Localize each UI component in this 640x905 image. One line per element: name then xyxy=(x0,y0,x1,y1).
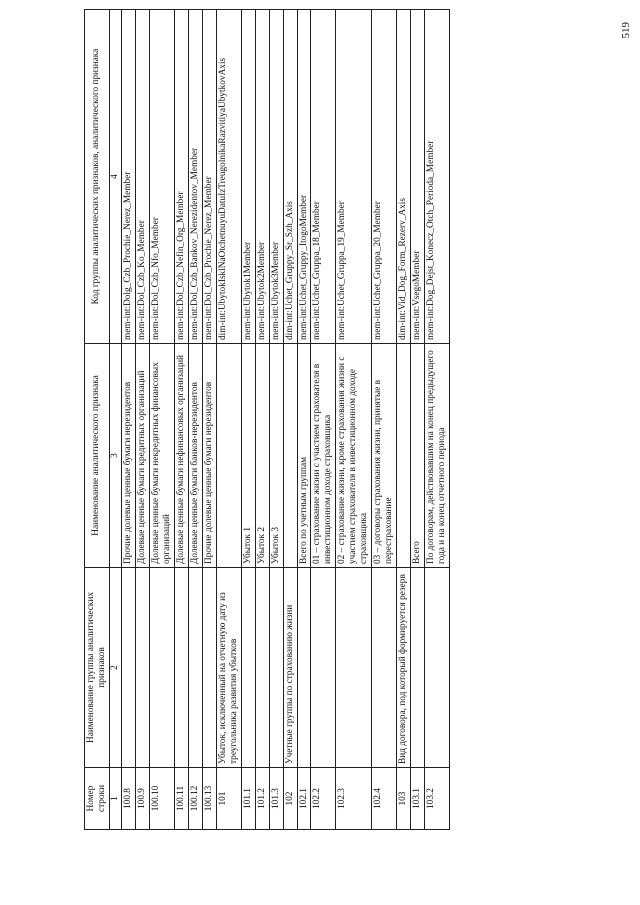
row-number: 102.3 xyxy=(336,768,372,830)
attribute-code: mem-int:Dol_Czb_Nfo_Member xyxy=(149,10,174,344)
table-row xyxy=(202,10,216,830)
table-row xyxy=(372,10,397,830)
attribute-code: mem-int:Uchet_Gruppa_20_Member xyxy=(372,10,397,344)
attribute-name: 02 – страхование жизни, кроме страхования жизни с участием страхователя в инвестиционном доходе страховщика xyxy=(336,344,372,568)
table-row xyxy=(411,10,425,830)
attribute-code: mem-int:Dolg_Czb_Prochie_Nerez_Member xyxy=(121,10,135,344)
row-number: 101 xyxy=(216,768,241,830)
group-name xyxy=(297,568,311,768)
attribute-name: 01 – страхование жизни с участием страхователя в инвестиционном доходе страховщика xyxy=(311,344,336,568)
attribute-name: 03 – договоры страхования жизни, принятые в перестрахование xyxy=(372,344,397,568)
row-number: 101.1 xyxy=(241,768,255,830)
table-row xyxy=(283,10,297,830)
row-number: 102.2 xyxy=(311,768,336,830)
attribute-name: Убыток 3 xyxy=(269,344,283,568)
table-row xyxy=(336,10,372,830)
row-number: 102.4 xyxy=(372,768,397,830)
column-number: 3 xyxy=(109,344,121,568)
table-row xyxy=(397,10,411,830)
table-row xyxy=(269,10,283,830)
attribute-name: Прочие долевые ценные бумаги нерезидентов xyxy=(121,344,135,568)
attribute-code: mem-int:Dog_Dejst_Konecz_Otch_Perioda_Member xyxy=(425,10,450,344)
group-name xyxy=(188,568,202,768)
group-name xyxy=(269,568,283,768)
page-number: 519 xyxy=(620,22,632,39)
table-row xyxy=(425,10,450,830)
attribute-code: dim-int:Uchet_Gruppy_Sr_Szh_Axis xyxy=(283,10,297,344)
group-name xyxy=(121,568,135,768)
header-attribute-name: Наименование аналитического признака xyxy=(85,344,110,568)
row-number: 100.9 xyxy=(135,768,149,830)
table-row xyxy=(216,10,241,830)
column-number: 2 xyxy=(109,568,121,768)
group-name xyxy=(135,568,149,768)
group-name: Вид договора, под который формируется резерв xyxy=(397,568,411,768)
row-number: 100.11 xyxy=(174,768,188,830)
attribute-code: mem-int:Uchet_Gruppa_19_Member xyxy=(336,10,372,344)
attribute-name: Прочие долевые ценные бумаги нерезидентов xyxy=(202,344,216,568)
attribute-code: mem-int:Ubytok2Member xyxy=(255,10,269,344)
attribute-code: mem-int:Uchet_Gruppa_18_Member xyxy=(311,10,336,344)
row-number: 101.2 xyxy=(255,768,269,830)
attribute-code: mem-int:Ubytok3Member xyxy=(269,10,283,344)
table-row xyxy=(255,10,269,830)
group-name xyxy=(202,568,216,768)
attribute-name: Всего по учетным группам xyxy=(297,344,311,568)
attribute-code: mem-int:Dol_Czb_Nefin_Org_Member xyxy=(174,10,188,344)
group-name xyxy=(411,568,425,768)
attribute-name: Всего xyxy=(411,344,425,568)
table-row xyxy=(311,10,336,830)
table-row xyxy=(135,10,149,830)
analytics-table xyxy=(84,9,450,830)
column-number: 1 xyxy=(109,768,121,830)
table-row xyxy=(149,10,174,830)
group-name: Учетные группы по страхованию жизни xyxy=(283,568,297,768)
attribute-code: mem-int:VsegoMember xyxy=(411,10,425,344)
attribute-name: Убыток 1 xyxy=(241,344,255,568)
attribute-code: mem-int:Dol_Czb_Ko_Member xyxy=(135,10,149,344)
column-number-row xyxy=(109,10,121,830)
row-number: 101.3 xyxy=(269,768,283,830)
row-number: 100.10 xyxy=(149,768,174,830)
attribute-name: Убыток 2 xyxy=(255,344,269,568)
row-number: 102.1 xyxy=(297,768,311,830)
attribute-name xyxy=(397,344,411,568)
attribute-name: Долевые ценные бумаги банков-нерезидентов xyxy=(188,344,202,568)
column-number: 4 xyxy=(109,10,121,344)
attribute-name xyxy=(283,344,297,568)
table-row xyxy=(188,10,202,830)
row-number: 102 xyxy=(283,768,297,830)
row-number: 103.1 xyxy=(411,768,425,830)
group-name xyxy=(174,568,188,768)
attribute-name: Долевые ценные бумаги нефинансовых организаций xyxy=(174,344,188,568)
row-number: 100.12 xyxy=(188,768,202,830)
rotated-table-container xyxy=(84,10,589,830)
table-row xyxy=(174,10,188,830)
group-name xyxy=(336,568,372,768)
attribute-code: mem-int:Dol_Czb_Prochie_Nerez_Member xyxy=(202,10,216,344)
table-row xyxy=(241,10,255,830)
group-name xyxy=(311,568,336,768)
attribute-code: mem-int:Uchet_Gruppy_ItogoMember xyxy=(297,10,311,344)
table-row xyxy=(297,10,311,830)
header-group-name: Наименование группы аналитических признаков xyxy=(85,568,110,768)
attribute-code: dim-int:Vid_Dog_Form_Rezerv_Axis xyxy=(397,10,411,344)
attribute-code: mem-int:Ubytok1Member xyxy=(241,10,255,344)
attribute-name: Долевые ценные бумаги некредитных финансовых организаций xyxy=(149,344,174,568)
header-row-number: Номер строки xyxy=(85,768,110,830)
attribute-name xyxy=(216,344,241,568)
attribute-name: По договорам, действовавшим на конец предыдущего года и на конец отчетного периода xyxy=(425,344,450,568)
group-name xyxy=(372,568,397,768)
row-number: 100.8 xyxy=(121,768,135,830)
attribute-code: dim-int:UbytokIsklNaOtchetnuyuDatuIzTreugolnikaRazvitiyaUbytkovAxis xyxy=(216,10,241,344)
group-name xyxy=(149,568,174,768)
group-name xyxy=(255,568,269,768)
group-name xyxy=(241,568,255,768)
group-name xyxy=(425,568,450,768)
row-number: 103.2 xyxy=(425,768,450,830)
table-row xyxy=(121,10,135,830)
attribute-code: mem-int:Dol_Czb_Bankov_Nerezidentov_Member xyxy=(188,10,202,344)
row-number: 100.13 xyxy=(202,768,216,830)
attribute-name: Долевые ценные бумаги кредитных организаций xyxy=(135,344,149,568)
row-number: 103 xyxy=(397,768,411,830)
group-name: Убыток, исключенный на отчетную дату из треугольника развития убытков xyxy=(216,568,241,768)
header-row xyxy=(85,10,110,830)
header-code: Код группы аналитических признаков, аналитического признака xyxy=(85,10,110,344)
